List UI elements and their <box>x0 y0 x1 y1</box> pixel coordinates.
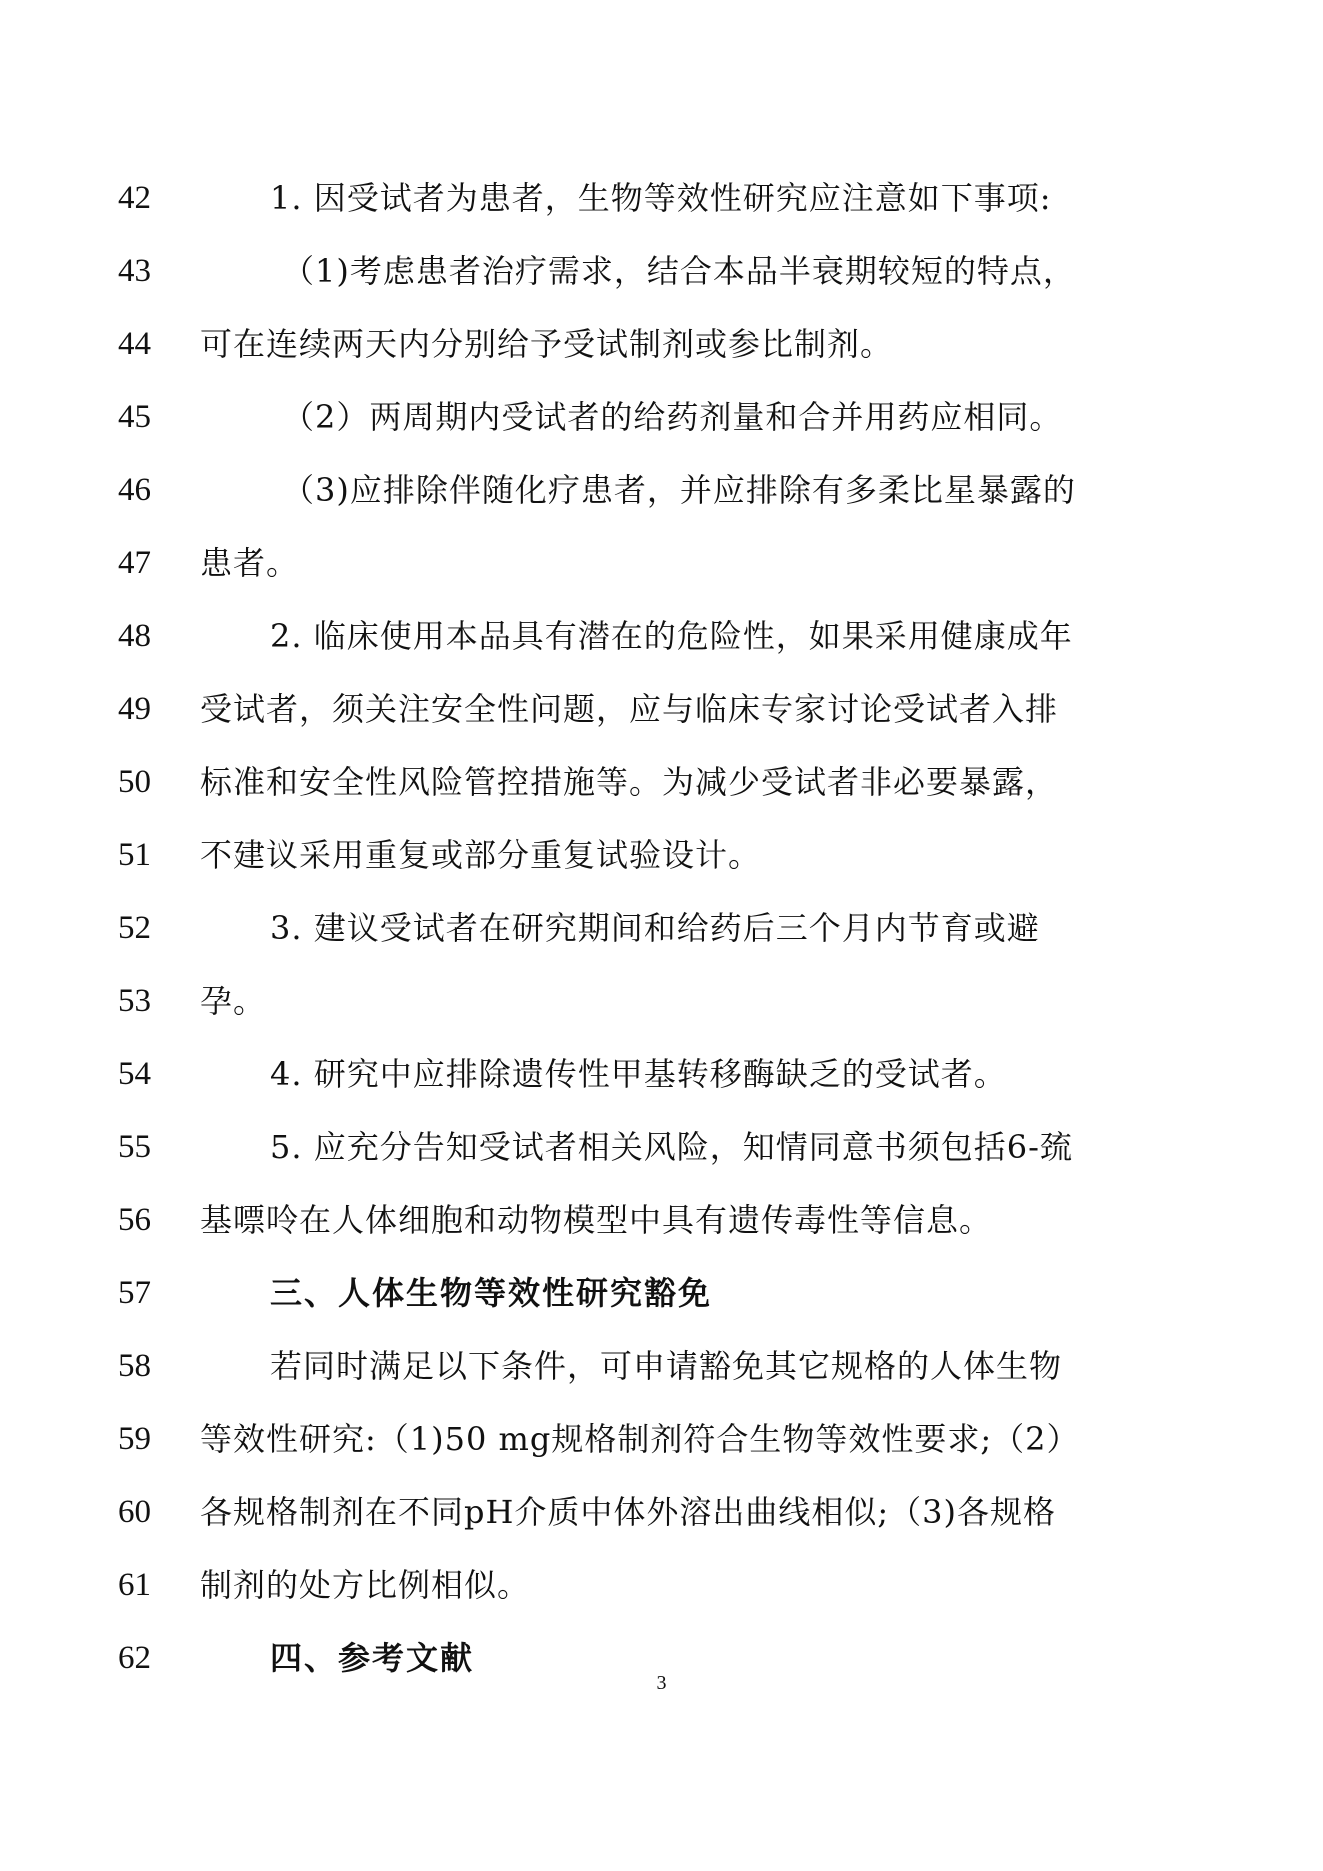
text-line <box>0 1263 1323 1323</box>
line-number: 49 <box>118 691 151 727</box>
text-line <box>0 1044 1323 1104</box>
line-text: 基嘌呤在人体细胞和动物模型中具有遗传毒性等信息。 <box>200 1201 993 1239</box>
line-number: 48 <box>118 618 151 654</box>
line-number: 45 <box>118 399 151 435</box>
line-number: 58 <box>118 1348 151 1384</box>
text-line <box>0 1336 1323 1396</box>
line-text: 4. 研究中应排除遗传性甲基转移酶缺乏的受试者。 <box>270 1055 1007 1093</box>
line-text: 3. 建议受试者在研究期间和给药后三个月内节育或避 <box>270 909 1040 947</box>
line-number: 59 <box>118 1421 151 1457</box>
line-number: 61 <box>118 1567 151 1603</box>
line-text: （3)应排除伴随化疗患者，并应排除有多柔比星暴露的 <box>282 471 1076 509</box>
line-text: 孕。 <box>200 982 267 1020</box>
line-text: 受试者，须关注安全性问题，应与临床专家讨论受试者入排 <box>200 690 1059 728</box>
text-line <box>0 898 1323 958</box>
line-text: 标准和安全性风险管控措施等。为减少受试者非必要暴露， <box>200 763 1059 801</box>
line-text: 若同时满足以下条件，可申请豁免其它规格的人体生物 <box>270 1347 1063 1385</box>
line-text: （1)考虑患者治疗需求，结合本品半衰期较短的特点， <box>282 252 1076 290</box>
line-text: 不建议采用重复或部分重复试验设计。 <box>200 836 762 874</box>
text-line <box>0 1117 1323 1177</box>
line-text: 5. 应充分告知受试者相关风险，知情同意书须包括6-巯 <box>270 1128 1073 1166</box>
line-text: 制剂的处方比例相似。 <box>200 1566 531 1604</box>
line-number: 62 <box>118 1640 151 1676</box>
text-line <box>0 825 1323 885</box>
text-line <box>0 606 1323 666</box>
text-line <box>0 314 1323 374</box>
text-line <box>0 752 1323 812</box>
line-number: 54 <box>118 1056 151 1092</box>
line-number: 44 <box>118 326 151 362</box>
text-line <box>0 241 1323 301</box>
line-text: 可在连续两天内分别给予受试制剂或参比制剂。 <box>200 325 894 363</box>
line-number: 42 <box>118 180 151 216</box>
line-text: 1. 因受试者为患者，生物等效性研究应注意如下事项: <box>270 179 1052 217</box>
text-line <box>0 679 1323 739</box>
line-number: 53 <box>118 983 151 1019</box>
text-line <box>0 168 1323 228</box>
line-text: 等效性研究:（1)50 mg规格制剂符合生物等效性要求;（2） <box>200 1420 1080 1458</box>
line-text: （2）两周期内受试者的给药剂量和合并用药应相同。 <box>282 398 1063 436</box>
line-number: 55 <box>118 1129 151 1165</box>
line-number: 46 <box>118 472 151 508</box>
line-number: 57 <box>118 1275 151 1311</box>
text-line <box>0 1409 1323 1469</box>
section-heading: 三、人体生物等效性研究豁免 <box>270 1274 713 1312</box>
text-line <box>0 1555 1323 1615</box>
line-number: 52 <box>118 910 151 946</box>
text-line <box>0 387 1323 447</box>
text-line <box>0 1482 1323 1542</box>
line-number: 60 <box>118 1494 151 1530</box>
line-number: 50 <box>118 764 151 800</box>
line-number: 51 <box>118 837 151 873</box>
text-line <box>0 460 1323 520</box>
line-number: 43 <box>118 253 151 289</box>
line-text: 2. 临床使用本品具有潜在的危险性，如果采用健康成年 <box>270 617 1073 655</box>
line-text: 患者。 <box>200 544 300 582</box>
line-number: 47 <box>118 545 151 581</box>
text-line <box>0 533 1323 593</box>
line-number: 56 <box>118 1202 151 1238</box>
page-number: 3 <box>656 1672 667 1694</box>
section-heading: 四、参考文献 <box>270 1639 475 1677</box>
text-line <box>0 971 1323 1031</box>
text-line <box>0 1190 1323 1250</box>
line-text: 各规格制剂在不同pH介质中体外溶出曲线相似;（3)各规格 <box>200 1493 1057 1531</box>
